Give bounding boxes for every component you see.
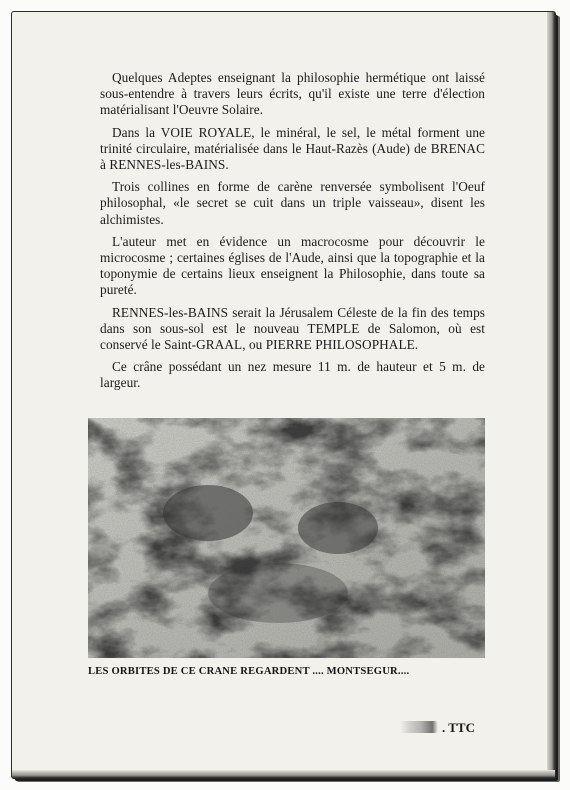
blurb-paragraph-4: L'auteur met en évidence un macrocosme pour découvrir le microcosme ; certaines églises de l'Aude, ainsi que la topographie et la toponymie de certains lieux enseignent la Philosophie, dans toute sa pureté. [100, 233, 485, 298]
blurb-paragraph-3: Trois collines en forme de carène renversée symbolisent l'Oeuf philosophal, «le secret se cuit dans un triple vaisseau», disent les alchimistes. [100, 179, 485, 227]
blurb-paragraph-2: Dans la VOIE ROYALE, le minéral, le sel, le métal forment une trinité circulaire, matérialisée dans le Haut-Razès (Aude) de BRENAC à RENNES-les-BAINS. [100, 124, 485, 173]
cover-bottom-edge [12, 770, 555, 778]
blurb-paragraph-1: Quelques Adeptes enseignant la philosophie hermétique ont laissé sous-entendre à travers leurs écrits, qu'il existe une terre d'élection matérialisant l'Oeuvre Solaire. [100, 70, 485, 118]
rock-formation-photo [88, 418, 485, 658]
price-label [400, 720, 510, 736]
price-smudge-mark [400, 721, 438, 733]
cover-right-edge [547, 12, 555, 778]
blurb-paragraph-6: Ce crâne possédant un nez mesure 11 m. de hauteur et 5 m. de largeur. [100, 359, 485, 391]
blurb-paragraph-5: RENNES-les-BAINS serait la Jérusalem Céleste de la fin des temps dans son sous-sol est le nouveau TEMPLE de Salomon, où est conservé le Saint-GRAAL, ou PIERRE PHILOSOPHALE. [100, 304, 485, 353]
photo-caption: LES ORBITES DE CE CRANE REGARDENT .... MONTSEGUR.... [88, 666, 410, 677]
price-suffix: . TTC [442, 720, 475, 735]
blurb-text-block [100, 70, 485, 398]
